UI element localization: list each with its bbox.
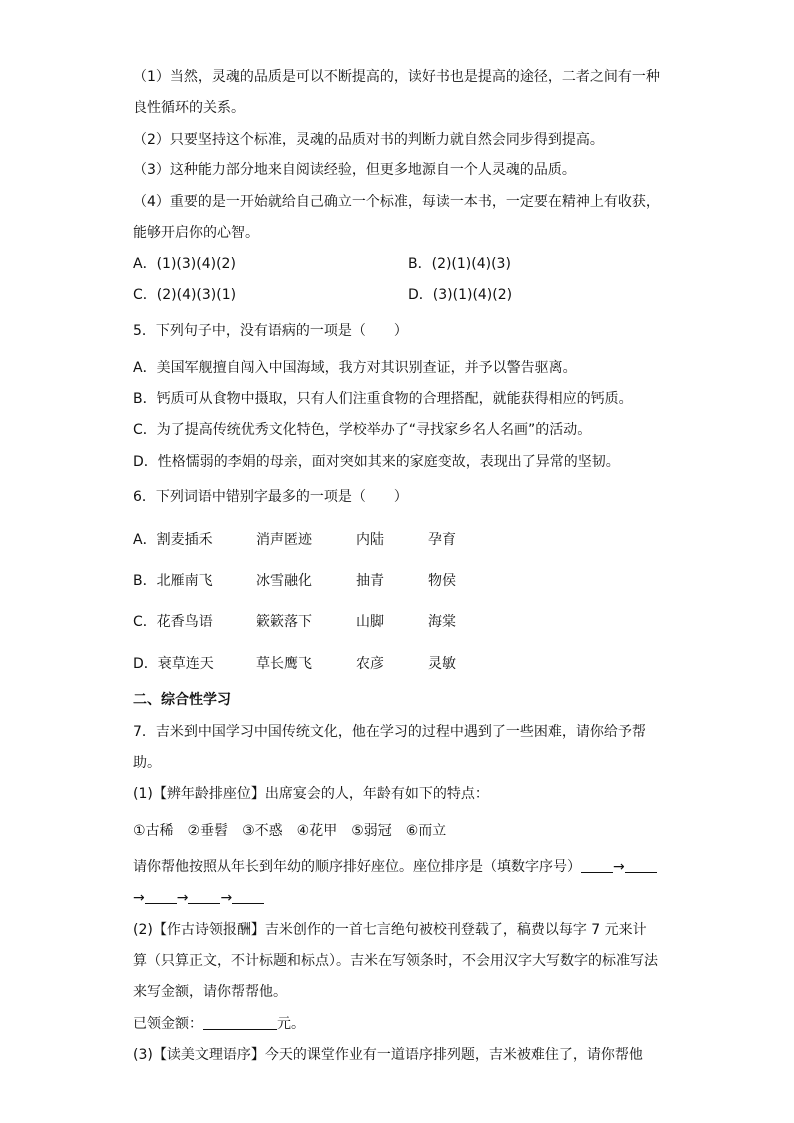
word: D．衰草连天 — [133, 656, 214, 672]
answer-blank[interactable] — [581, 858, 613, 873]
word: B．北雁南飞 — [133, 573, 213, 589]
answer-blank[interactable] — [232, 889, 264, 904]
age-terms: ①古稀 ②垂髫 ③不惑 ④花甲 ⑤弱冠 ⑥而立 — [133, 823, 447, 839]
word: 孕育 — [428, 532, 456, 548]
option-c[interactable]: C．为了提高传统优秀文化特色，学校举办了“寻找家乡名人名画”的活动。 — [133, 422, 592, 438]
word: 内陆 — [356, 532, 384, 548]
arrow: → — [613, 859, 625, 875]
question-stem-cont: 助。 — [133, 755, 161, 771]
amount-unit: 元。 — [277, 1016, 305, 1032]
amount-label: 已领金额： — [133, 1016, 203, 1032]
amount-blank[interactable] — [203, 1015, 277, 1030]
order-item-4-cont: 能够开启你的心智。 — [133, 225, 259, 241]
option-a[interactable]: A．(1)(3)(4)(2) — [133, 256, 236, 272]
word: 海棠 — [428, 614, 456, 630]
option-b[interactable]: B．钙质可从食物中摄取，只有人们注重食物的合理搭配，就能获得相应的钙质。 — [133, 391, 633, 407]
answer-blank[interactable] — [188, 889, 220, 904]
option-d[interactable]: D．性格懦弱的李娟的母亲，面对突如其来的家庭变故，表现出了异常的坚韧。 — [133, 454, 620, 470]
word: 消声匿迹 — [256, 532, 312, 548]
part-3-prompt: (3)【读美文理语序】今天的课堂作业有一道语序排列题，吉米被难住了，请你帮他 — [133, 1047, 643, 1063]
word: 山脚 — [356, 614, 384, 630]
order-item-1: （1）当然，灵魂的品质是可以不断提高的，读好书也是提高的途径，二者之间有一种 — [133, 69, 660, 85]
question-stem: 7．吉米到中国学习中国传统文化，他在学习的过程中遇到了一些困难，请你给予帮 — [133, 724, 646, 740]
question-stem: 6．下列词语中错别字最多的一项是（ ） — [133, 489, 408, 505]
order-item-3: （3）这种能力部分地来自阅读经验，但更多地源自一个人灵魂的品质。 — [133, 162, 576, 178]
word: 草长鹰飞 — [256, 656, 312, 672]
order-item-1-cont: 良性循环的关系。 — [133, 100, 245, 116]
seat-order-line-2 — [133, 888, 264, 908]
part-2-line-2: 算（只算正文，不计标题和标点）。吉米在写领条时，不会用汉字大写数字的标准写法 — [133, 953, 658, 969]
word: A．割麦插禾 — [133, 532, 213, 548]
answer-blank[interactable] — [625, 858, 657, 873]
answer-blank[interactable] — [145, 889, 177, 904]
order-item-2: （2）只要坚持这个标准，灵魂的品质对书的判断力就自然会同步得到提高。 — [133, 132, 604, 148]
seat-order-line-1 — [133, 857, 657, 877]
amount-line — [133, 1014, 305, 1034]
seat-order-instruction: 请你帮他按照从年长到年幼的顺序排好座位。座位排序是（填数字序号） — [133, 859, 581, 875]
part-2-line-1: (2)【作古诗领报酬】吉米创作的一首七言绝句被校刊登载了，稿费以每字 7 元来计 — [133, 922, 647, 938]
question-stem: 5．下列句子中，没有语病的一项是（ ） — [133, 323, 408, 339]
section-heading: 二、综合性学习 — [133, 692, 231, 708]
part-2-line-3: 来写金额，请你帮帮他。 — [133, 984, 287, 1000]
word: 簌簌落下 — [256, 614, 312, 630]
word: 物侯 — [428, 573, 456, 589]
word: C．花香鸟语 — [133, 614, 213, 630]
option-c[interactable]: C．(2)(4)(3)(1) — [133, 287, 237, 303]
arrow: → — [176, 890, 189, 906]
arrow: → — [220, 890, 233, 906]
word: 灵敏 — [428, 656, 456, 672]
word: 冰雪融化 — [256, 573, 312, 589]
option-d[interactable]: D．(3)(1)(4)(2) — [408, 287, 513, 303]
part-1-prompt: (1)【辨年龄排座位】出席宴会的人，年龄有如下的特点： — [133, 786, 489, 802]
option-b[interactable]: B．(2)(1)(4)(3) — [408, 256, 511, 272]
arrow: → — [133, 890, 145, 906]
option-a[interactable]: A．美国军舰擅自闯入中国海域，我方对其识别查证，并予以警告驱离。 — [133, 360, 577, 376]
word: 农彦 — [356, 656, 384, 672]
order-item-4: （4）重要的是一开始就给自己确立一个标准，每读一本书，一定要在精神上有收获， — [133, 194, 660, 210]
word: 抽青 — [356, 573, 384, 589]
